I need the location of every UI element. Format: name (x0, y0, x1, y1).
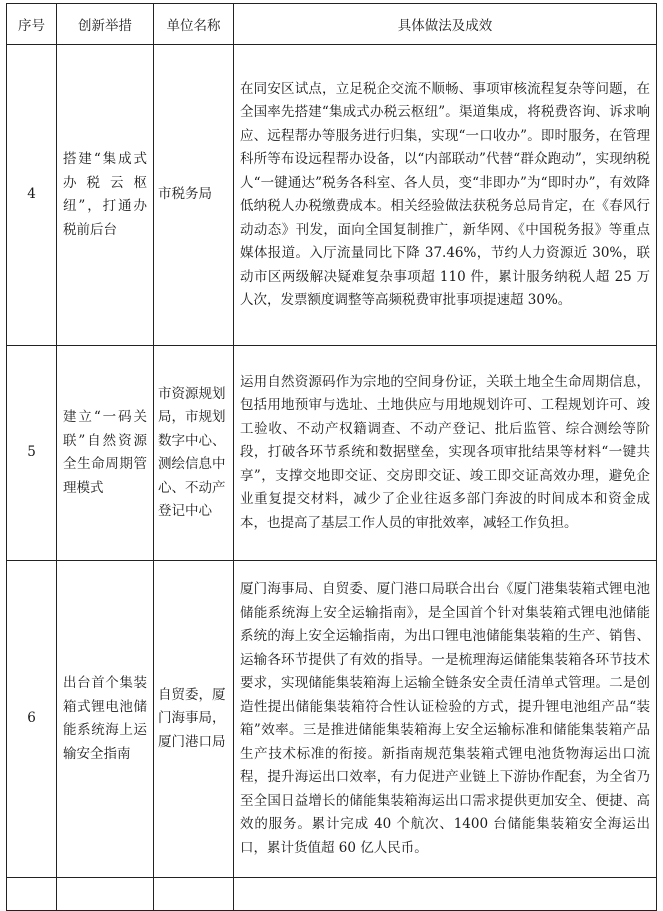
row-measure: 出台首个集装箱式锂电池储能系统海上运输安全指南 (57, 561, 154, 878)
row-measure: 搭建“集成式办税云枢纽”，打通办税前后台 (57, 45, 154, 346)
empty-cell (234, 878, 657, 911)
empty-cell (7, 878, 57, 911)
innovation-measures-table (6, 3, 657, 911)
table-header-row (7, 4, 657, 45)
row-detail: 厦门海事局、自贸委、厦门港口局联合出台《厦门港集装箱式锂电池储能系统海上安全运输指南》，是全国首个针对集装箱式锂电池储能系统的海上安全运输指南，为出口锂电池储能集装箱的生产、销售、运输各环节提供了有效的指导。一是梳理海运储能集装箱各环节技术要求，实现储能集装箱海上运输全链条安全责任清单式管理。二是创造性提出储能集装箱符合性认证检验的方式，提升锂电池组产品“装箱”效率。三是推进储能集装箱海上安全运输标准和储能集装箱产品生产技术标准的衔接。新指南规范集装箱式锂电池货物海运出口流程，提升海运出口效率，有力促进产业链上下游协作配套，为全省乃至全国日益增长的储能集装箱海运出口需求提供更加安全、便捷、高效的服务。累计完成 40 个航次、1400 台储能集装箱安全海运出口，累计货值超 60 亿人民币。 (234, 561, 657, 878)
row-index: 6 (7, 561, 57, 878)
row-unit: 自贸委，厦门海事局，厦门港口局 (154, 561, 234, 878)
header-measure: 创新举措 (57, 4, 154, 45)
header-unit: 单位名称 (154, 4, 234, 45)
empty-cell (154, 878, 234, 911)
row-index: 4 (7, 45, 57, 346)
row-unit: 市资源规划局，市规划数字中心、测绘信息中心、不动产登记中心 (154, 346, 234, 561)
row-unit: 市税务局 (154, 45, 234, 346)
row-measure: 建立“一码关联”自然资源全生命周期管理模式 (57, 346, 154, 561)
table-row-continued (7, 878, 657, 911)
row-index: 5 (7, 346, 57, 561)
row-detail: 运用自然资源码作为宗地的空间身份证，关联土地全生命周期信息，包括用地预审与选址、土地供应与用地规划许可、工程规划许可、竣工验收、不动产权籍调查、不动产登记、批后监管、综合测绘等阶段，打破各环节系统和数据壁垒，实现各项审批结果等材料“一键共享”，支撑交地即交证、交房即交证、竣工即交证高效办理，避免企业重复提交材料，减少了企业往返多部门奔波的时间成本和资金成本，也提高了基层工作人员的审批效率，减轻工作负担。 (234, 346, 657, 561)
table-row (7, 45, 657, 346)
table-row (7, 346, 657, 561)
row-detail: 在同安区试点，立足税企交流不顺畅、事项审核流程复杂等问题，在全国率先搭建“集成式办税云枢纽”。渠道集成，将税费咨询、诉求响应、远程帮办等服务进行归集，实现“一口收办”。即时服务，在管理科所等布设远程帮办设备，以“内部联动”代替“群众跑动”，实现纳税人“一键通达”税务各科室、各人员，变“非即办”为“即时办”，有效降低纳税人办税缴费成本。相关经验做法获税务总局肯定，在《春风行动动态》刊发，面向全国复制推广，新华网、《中国税务报》等重点媒体报道。入厅流量同比下降 37.46%，节约人力资源近 30%，联动市区两级解决疑难复杂事项超 110 件，累计服务纳税人超 25 万人次，发票额度调整等高频税费审批事项提速超 30%。 (234, 45, 657, 346)
header-index: 序号 (7, 4, 57, 45)
header-detail: 具体做法及成效 (234, 4, 657, 45)
empty-cell (57, 878, 154, 911)
table-row (7, 561, 657, 878)
